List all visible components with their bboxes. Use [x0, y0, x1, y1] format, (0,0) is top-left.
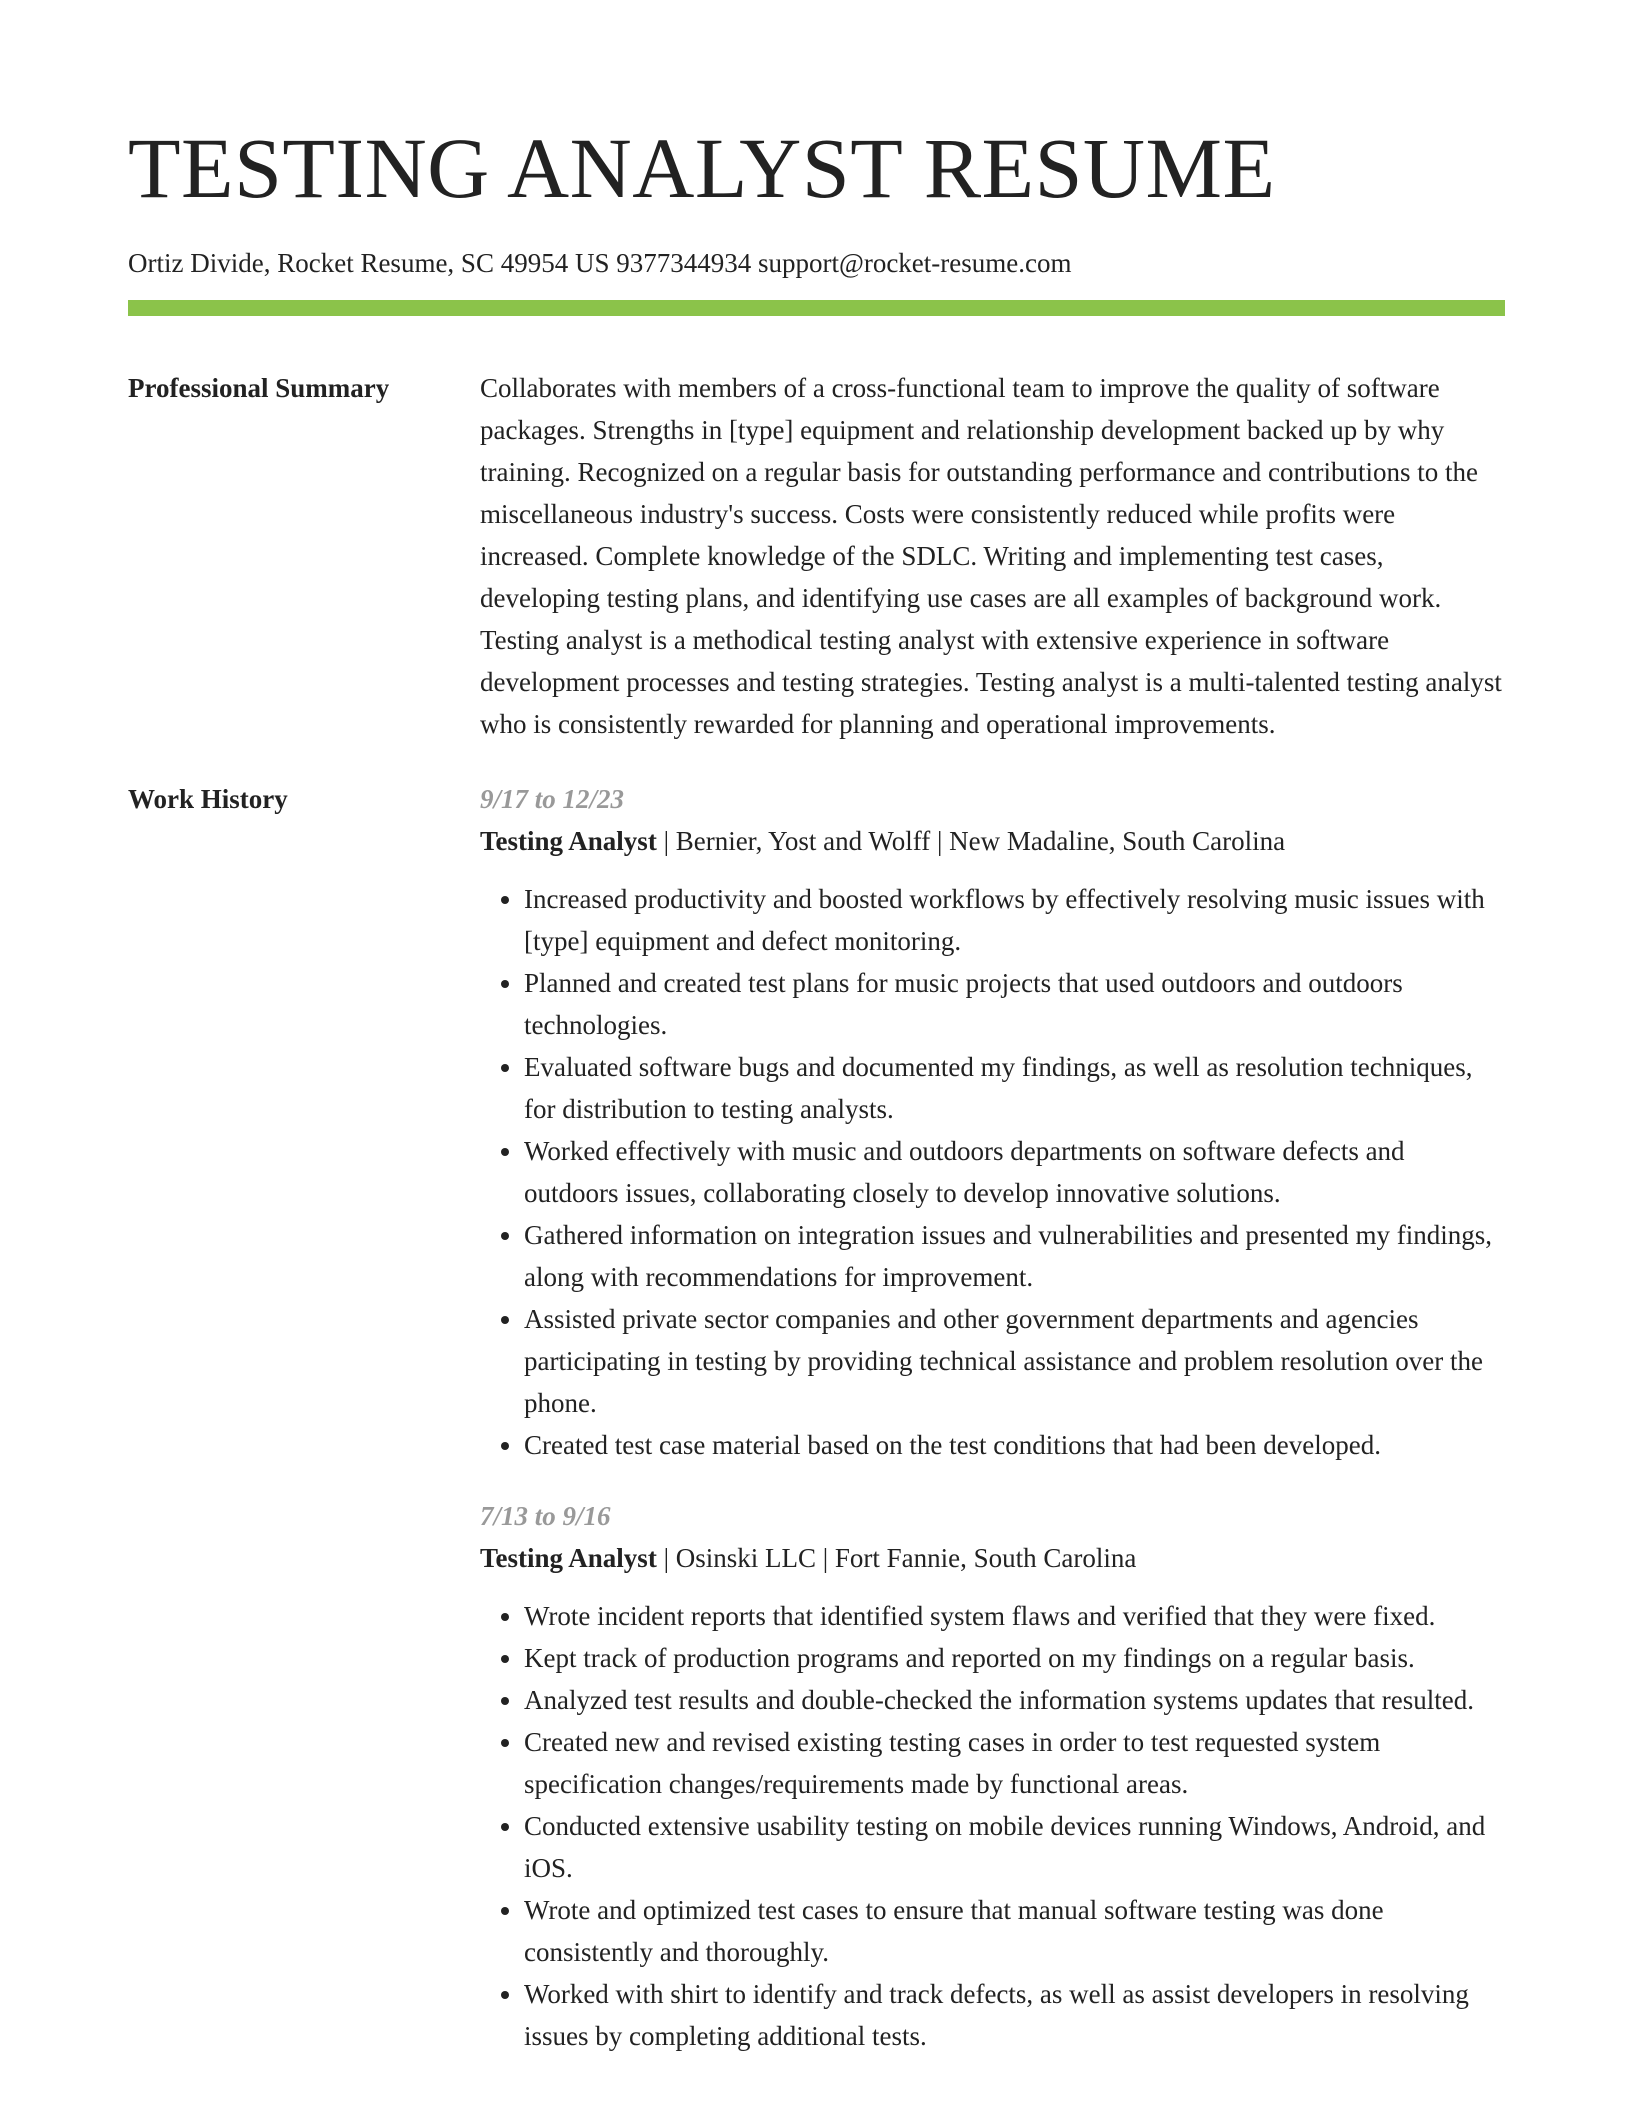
job-dates: 7/13 to 9/16: [480, 1501, 611, 1531]
job-bullet: • Analyzed test results and double-checked the information systems updates that resulted.: [524, 1679, 1505, 1721]
job-bullet: • Wrote and optimized test cases to ensure that manual software testing was done consistently and thoroughly.: [524, 1889, 1505, 1973]
job-heading: [480, 820, 1505, 862]
job-bullet: • Evaluated software bugs and documented my findings, as well as resolution techniques, for distribution to testing analysts.: [524, 1046, 1505, 1130]
job-title: Testing Analyst: [480, 1543, 657, 1573]
summary-body: [480, 368, 1505, 745]
summary-text: Collaborates with members of a cross-functional team to improve the quality of software packages. Strengths in [type] equipment and relationship development backed up by why training. Recognized on a regular basis for outstanding performance and contributions to the miscellaneous industry's success. Costs were consistently reduced while profits were increased. Complete knowledge of the SDLC. Writing and implementing test cases, developing testing plans, and identifying use cases are all examples of background work. Testing analyst is a methodical testing analyst with extensive experience in software development processes and testing strategies. Testing analyst is a multi-talented testing analyst who is consistently rewarded for planning and operational improvements.: [480, 373, 1502, 739]
job-bullet: • Kept track of production programs and reported on my findings on a regular basis.: [524, 1637, 1505, 1679]
section-label-work: Work History: [128, 784, 288, 814]
job-bullet: • Gathered information on integration issues and vulnerabilities and presented my findings, along with recommendations for improvement.: [524, 1214, 1505, 1298]
job-entry: [480, 778, 1505, 1466]
page-title: TESTING ANALYST RESUME: [128, 120, 1276, 216]
resume-page: [128, 0, 1505, 2087]
job-heading: [480, 1537, 1505, 1579]
professional-summary-section: [128, 368, 1505, 745]
section-label-summary: Professional Summary: [128, 373, 390, 403]
job-details: | Bernier, Yost and Wolff | New Madaline, South Carolina: [656, 826, 1286, 856]
job-dates: 9/17 to 12/23: [480, 784, 625, 814]
job-bullet: • Created new and revised existing testing cases in order to test requested system specification changes/requirements made by functional areas.: [524, 1721, 1505, 1805]
accent-divider: [128, 300, 1505, 316]
job-bullet: • Worked effectively with music and outdoors departments on software defects and outdoors issues, collaborating closely to develop innovative solutions.: [524, 1130, 1505, 1214]
work-history-section: [128, 779, 1505, 2087]
job-bullet: • Conducted extensive usability testing on mobile devices running Windows, Android, and iOS.: [524, 1805, 1505, 1889]
job-bullet: • Assisted private sector companies and other government departments and agencies participating in testing by providing technical assistance and problem resolution over the phone.: [524, 1298, 1505, 1424]
job-bullet: • Increased productivity and boosted workflows by effectively resolving music issues with [type] equipment and defect monitoring.: [524, 878, 1505, 962]
job-bullet: • Created test case material based on the test conditions that had been developed.: [524, 1424, 1505, 1466]
work-history-body: [480, 779, 1505, 2087]
job-bullet: • Wrote incident reports that identified system flaws and verified that they were fixed.: [524, 1595, 1505, 1637]
job-bullet: • Planned and created test plans for music projects that used outdoors and outdoors technologies.: [524, 962, 1505, 1046]
job-title: Testing Analyst: [480, 826, 657, 856]
job-details: | Osinski LLC | Fort Fannie, South Carolina: [656, 1543, 1137, 1573]
job-bullets: [480, 878, 1505, 1466]
contact-line: Ortiz Divide, Rocket Resume, SC 49954 US 9377344934 support@rocket-resume.com: [128, 248, 1072, 278]
job-bullet: • Worked with shirt to identify and track defects, as well as assist developers in resolving issues by completing additional tests.: [524, 1973, 1505, 2057]
job-bullets: [480, 1595, 1505, 2057]
job-entry: [480, 1495, 1505, 2057]
